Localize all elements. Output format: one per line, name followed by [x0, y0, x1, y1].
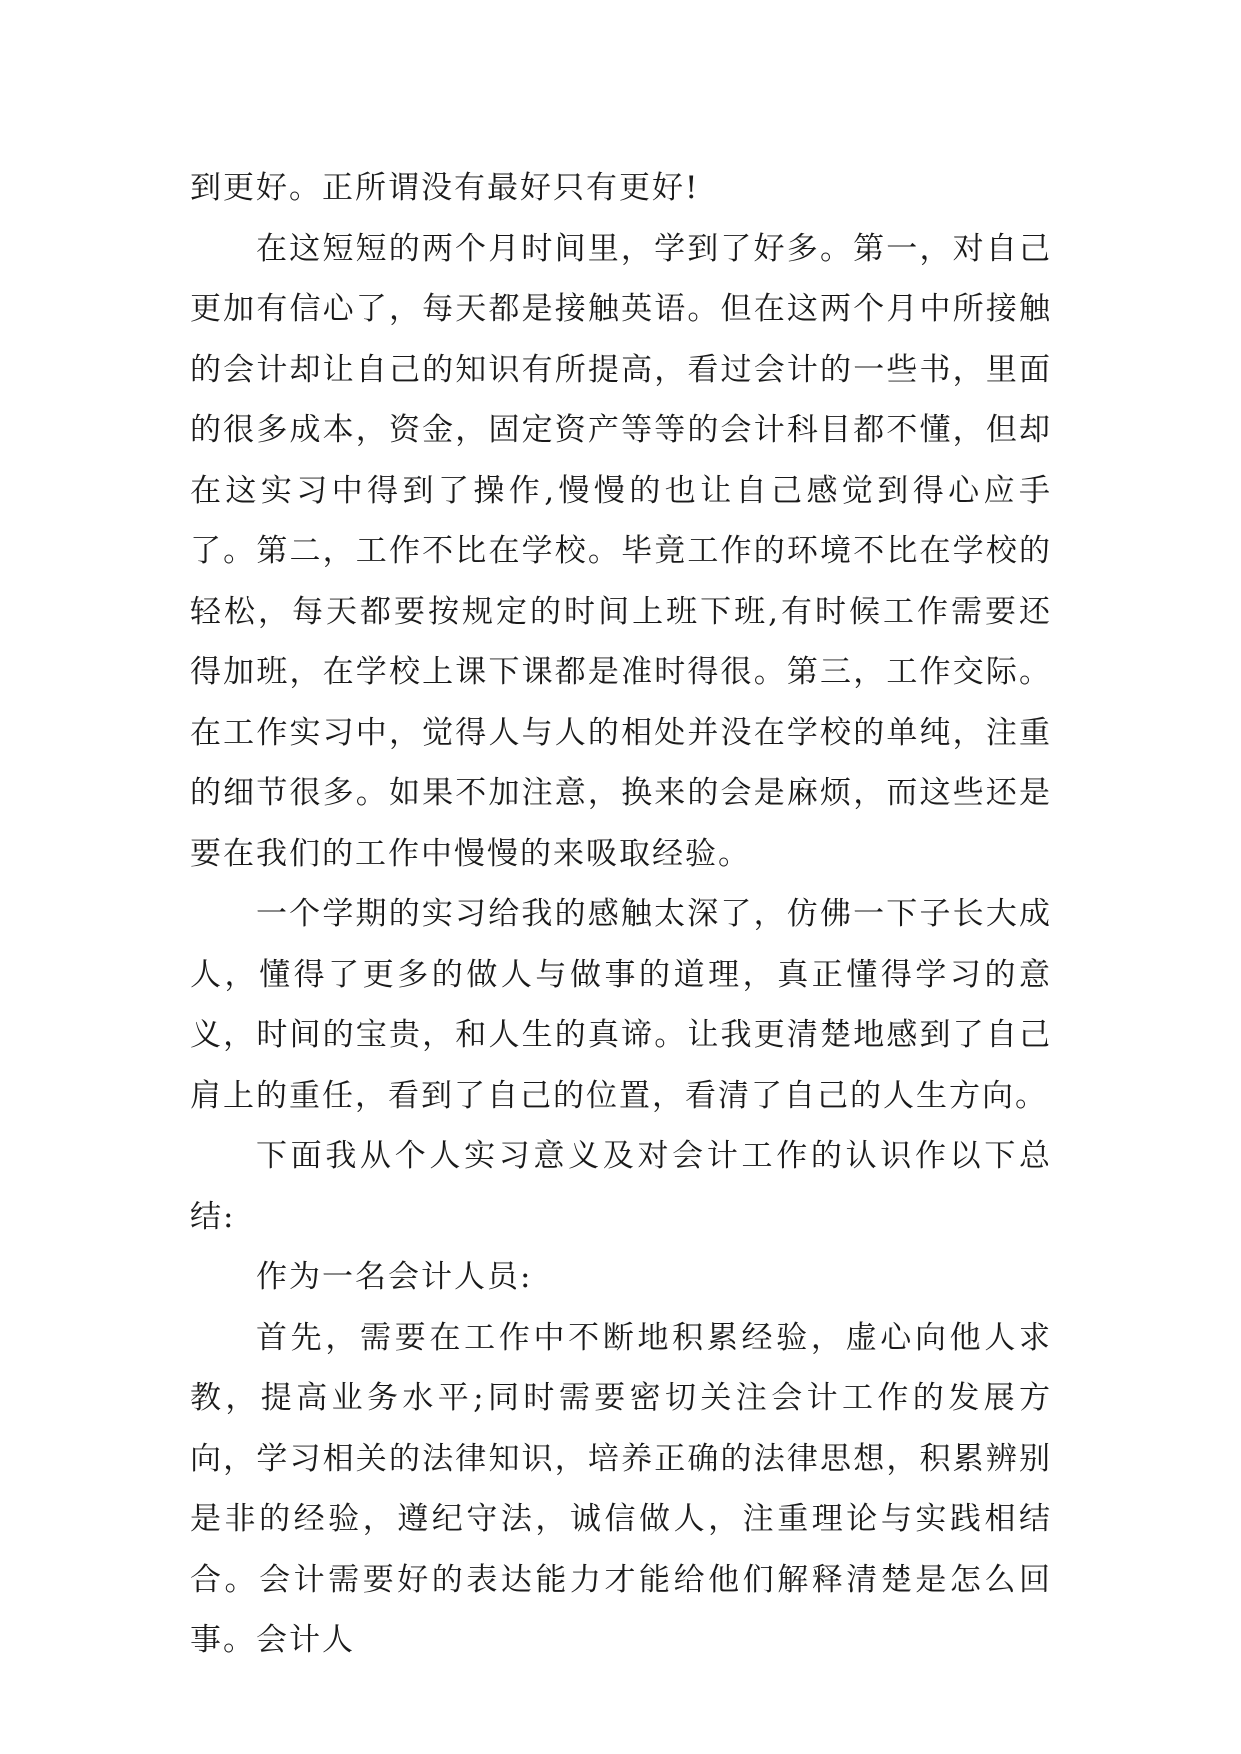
paragraph-5: 作为一名会计人员:	[256, 1259, 533, 1295]
document-body	[190, 158, 1052, 1671]
paragraph-4: 下面我从个人实习意义及对会计工作的认识作以下总结:	[190, 1138, 1052, 1235]
paragraph-1: 到更好。正所谓没有最好只有更好!	[190, 170, 700, 206]
paragraph-3: 一个学期的实习给我的感触太深了，仿佛一下子长大成人，懂得了更多的做人与做事的道理，真正懂得学习的意义，时间的宝贵，和人生的真谛。让我更清楚地感到了自己肩上的重任，看到了自己的位置，看清了自己的人生方向。	[190, 896, 1052, 1114]
paragraph-6: 首先，需要在工作中不断地积累经验，虚心向他人求教，提高业务水平;同时需要密切关注会计工作的发展方向，学习相关的法律知识，培养正确的法律思想，积累辨别是非的经验，遵纪守法，诚信做人，注重理论与实践相结合。会计需要好的表达能力才能给他们解释清楚是怎么回事。会计人	[190, 1319, 1052, 1658]
paragraph-2: 在这短短的两个月时间里，学到了好多。第一，对自己更加有信心了，每天都是接触英语。但在这两个月中所接触的会计却让自己的知识有所提高，看过会计的一些书，里面的很多成本，资金，固定资产等等的会计科目都不懂，但却在这实习中得到了操作,慢慢的也让自己感觉到得心应手了。第二，工作不比在学校。毕竟工作的环境不比在学校的轻松，每天都要按规定的时间上班下班,有时候工作需要还得加班，在学校上课下课都是准时得很。第三，工作交际。在工作实习中，觉得人与人的相处并没在学校的单纯，注重的细节很多。如果不加注意，换来的会是麻烦，而这些还是要在我们的工作中慢慢的来吸取经验。	[190, 230, 1052, 872]
